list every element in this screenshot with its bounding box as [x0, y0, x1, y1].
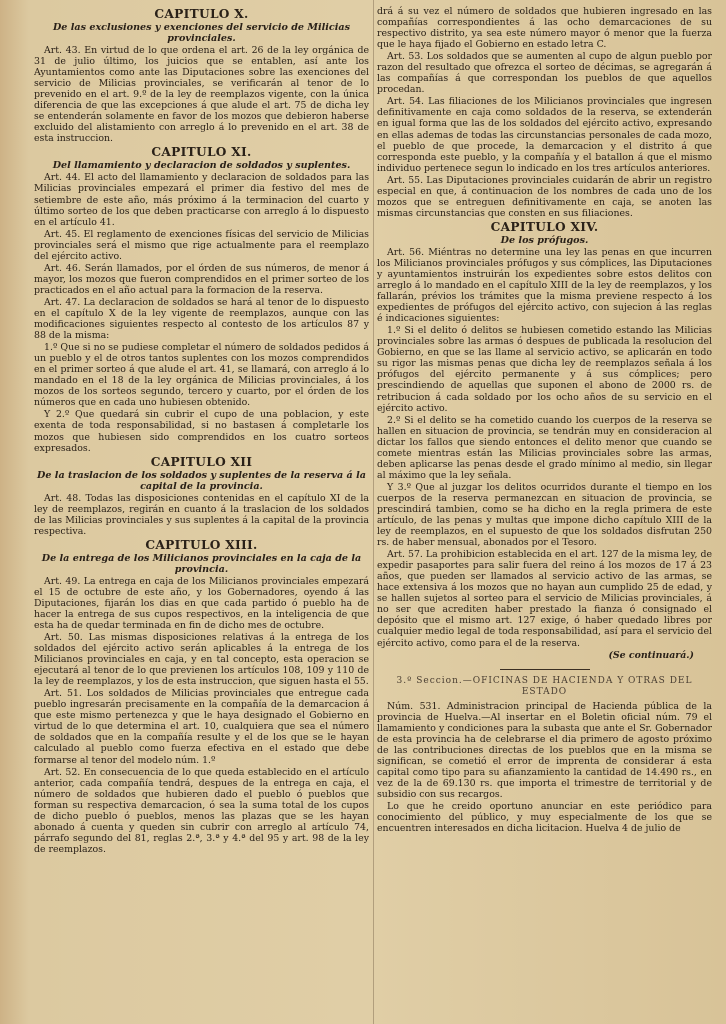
article-46: Art. 46. Serán llamados, por el órden de sus números, de menor á mayor, los mozos que fueron comprendidos en el primer sorteo de los practicados en el año actual para la formacion de la reserva.: [34, 262, 369, 296]
chapter-11-subtitle: Del llamamiento y declaracion de soldados y suplentes.: [52, 160, 351, 172]
chapter-12-subtitle: De la traslacion de los soldados y suplentes de la reserva á la capital de la provincia.: [37, 469, 366, 492]
chapter-10-title: CAPITULO X.: [154, 7, 249, 21]
column-divider: [373, 0, 374, 1024]
article-52: Art. 52. En consecuencia de lo que queda establecido en el artículo anterior, cada compañía tendrá, despues de la entrega en caja, el número de soldados que hubieren dado el pueblo ó pueblos que forman su respectiva demarcacion, ó sea la suma total de los cupos de dicho pueblo ó pueblos, menos las plazas que se les hayan abonado á cuenta y queden sin cubrir con arreglo al artículo 74, párrafo segundo del 81, reglas 2.ª, 3.ª y 4.ª del 95 y art. 98 de la ley de reemplazos.: [34, 766, 369, 855]
chapter-13-subtitle: De la entrega de los Milicianos provinciales en la caja de la provincia.: [41, 552, 362, 575]
article-56: Art. 56. Miéntras no determine una ley las penas en que incurren los Milicianos provinciales prófugos y sus cómplices, las Diputaciones y ayuntamientos instruirán los expedientes sobre estos delitos con arreglo á lo mandado en el capítulo XIII de la ley de reemplazos, y los fallarán, prévios los trámites que la misma previene respecto á los expedientes de prófugos del ejército activo, con sujecion á las reglas é indicaciones siguientes:: [377, 246, 712, 325]
article-57: Art. 57. La prohibicion establecida en el art. 127 de la misma ley, de expedir pasaportes para salir fuera del reino á los mozos de 17 á 23 años, que pueden ser llamados al servicio activo de las armas, se hace extensiva á los mozos que no hayan aun cumplido 25 de edad, y se hallen sujetos al sorteo para el servicio de Milicias provinciales, á no ser que acrediten haber prestado la fianza ó consignado el depósito que el mismo art. 127 exige, ó haber quedado libres por cualquier medio legal de toda responsabilidad, así para el servicio del ejército activo, como para el de la reserva.: [377, 549, 712, 649]
chapter-13-title: CAPITULO XIII.: [145, 537, 258, 552]
section-divider: [500, 669, 590, 670]
article-45: Art. 45. El reglamento de exenciones físicas del servicio de Milicias provinciales será el mismo que rige actualmente para el reemplazo del ejército activo.: [34, 228, 369, 262]
article-55: Art. 55. Las Diputaciones provinciales cuidarán de abrir un registro especial en que, á continuacion de los nombres de cada uno de los mozos que se entreguen definitivamente en caja, se anoten las mismas circunstancias que consten en sus filiaciones.: [377, 174, 712, 219]
right-column: [377, 6, 712, 1024]
continued-note: (Se continuará.): [608, 649, 694, 661]
article-47-rule-1: 1.º Que si no se pudiese completar el número de soldados pedidos á un pueblo y el de otros tantos suplentes con los mozos comprendidos en el primer sorteo á que alude el art. 41, se llamará, con arreglo á lo mandado en el 18 de la ley orgánica de Milicias provinciales, á los mozos de los sorteos segundo, tercero y cuarto, por el órden de los números que en cada uno hubiesen obtenido.: [34, 342, 369, 409]
article-44: Art. 44. El acto del llamamiento y declaracion de soldados para las Milicias provinciales empezará el primer dia festivo del mes de setiembre de este año, más próximo á la terminacion del cuarto y último sorteo de los que deben practicarse con arreglo á lo dispuesto en el artículo 41.: [34, 172, 369, 228]
article-52-continuation: drá á su vez el número de soldados que hubieren ingresado en las compañías correspondientes á las ocho demarcaciones de su respectivo distrito, ya sea este número mayor ó menor que la fuerza que le haya fijado el Gobierno en estado letra C.: [377, 6, 712, 51]
notice-531-closing: Lo que he creido oportuno anunciar en este periódico para conocimiento del público, y muy especialmente de los que se encuentren interesados en dicha licitacion. Huelva 4 de julio de: [377, 801, 712, 835]
article-47: Art. 47. La declaracion de soldados se hará al tenor de lo dispuesto en el capítulo X de la ley vigente de reemplazos, aunque con las modificaciones siguientes respecto al contesto de los artículos 87 y 88 de la misma:: [34, 296, 369, 342]
article-48: Art. 48. Todas las disposiciones contenidas en el capítulo XI de la ley de reemplazos, regirán en cuanto á la traslacion de los soldados de las Milicias provinciales y sus suplentes á la capital de la provincia respectiva.: [34, 492, 369, 537]
chapter-11-title: CAPITULO XI.: [151, 145, 252, 160]
article-53: Art. 53. Los soldados que se aumenten al cupo de algun pueblo por razon del resultado que ofrezca el sorteo de décimas, se agregarán á las compañías á que correspondan los pueblos de que aquellos procedan.: [377, 51, 712, 96]
article-51: Art. 51. Los soldados de Milicias provinciales que entregue cada pueblo ingresarán precisamente en la compañía de la demarcacion á que este mismo pertenezca y que le haya designado el Gobierno en virtud de lo que determina el art. 10, cualquiera que sea el número de soldados que en la compañía resulte y el de los que se le hayan calculado al pueblo como fuerza efectiva en el estado que debe formarse al tenor del modelo núm. 1.º: [34, 688, 369, 766]
chapter-12-title: CAPITULO XII: [150, 454, 253, 469]
article-56-rule-2: 2.º Si el delito se ha cometido cuando los cuerpos de la reserva se hallen en situacion de provincia, se tendrán muy en consideracion al dictar los fallos que siendo entonces el delito menor que cuando se comete mientras están las Milicias provinciales sobre las armas, deben aplicarse las penas desde el grado mínimo al medio, sin llegar al máximo que la ley señala.: [377, 414, 712, 481]
article-50: Art. 50. Las mismas disposiciones relativas á la entrega de los soldados del ejército activo serán aplicables á la entrega de los Milicianos provinciales en caja, y en tal concepto, esta operacion se ejecutará al tenor de lo que previenen los artículos 108, 109 y 110 de la ley de reemplazos, y los de esta instruccion, que siguen hasta el 55.: [34, 632, 369, 688]
article-49: Art. 49. La entrega en caja de los Milicianos provinciales empezará el 15 de octubre de este año, y los Gobernadores, oyendo á las Diputaciones, fijarán los dias en que cada partido ó pueblo ha de hacer la entrega de sus cupos respectivos, en la inteligencia de que esta ha de quedar terminada en fin de dicho mes de octubre.: [34, 575, 369, 631]
chapter-14-title: CAPITULO XIV.: [490, 219, 599, 234]
chapter-14-subtitle: De los prófugos.: [500, 234, 589, 246]
notice-531: Núm. 531. Administracion principal de Hacienda pública de la provincia de Huelva.—Al insertar en el Boletin oficial núm. 79 el llamamiento y condiciones para la subasta que ante el Sr. Gobernador de esta provincia ha de celebrarse el dia primero de agosto próximo de las contribuciones directas de los pueblos que en la misma se significan, se cometió el error de imprenta de considerar á esta capital como tipo para su afianzamiento la cantidad de 14.490 rs., en vez de la de 69.130 rs. que importa el trimestre de territorial y de subsidio con sus recargos.: [377, 700, 712, 800]
article-56-rule-3: Y 3.º Que al juzgar los delitos ocurridos durante el tiempo en los cuerpos de la reserva permanezcan en situacion de provincia, se prescindirá tambien, como se ha dicho en la regla primera de este artículo, de las penas y multas que impone dicho capítulo XIII de la ley de reemplazos, en el supuesto de que los soldados disfrutan 250 rs. de haber mensual, abonados por el Tesoro.: [377, 481, 712, 549]
article-43: Art. 43. En virtud de lo que ordena el art. 26 de la ley orgánica de 31 de julio último, los juicios que se entablen, así ante los Ayuntamientos como ante las Diputaciones sobre las exenciones del servicio de Milicias provinciales, se verificarán al tenor de lo prevenido en el art. 9.º de la ley de reemplazos vigente, con la única diferencia de que las excepciones á que alude el art. 75 de dicha ley se entenderán solamente en favor de los mozos que debieron haberse excluido del alistamiento con arreglo á lo prevenido en el art. 38 de esta instruccion.: [34, 45, 369, 145]
article-47-rule-2: Y 2.º Que quedará sin cubrir el cupo de una poblacion, y este exenta de toda responsabilidad, si no bastasen á completarle los mozos que hubiesen sido comprendidos en los cuatro sorteos expresados.: [34, 409, 369, 454]
article-56-rule-1: 1.º Si el delito ó delitos se hubiesen cometido estando las Milicias provinciales sobre las armas ó despues de publicada la resolucion del Gobierno, en que se las llame al servicio activo, se aplicarán en todo su rigor las mismas penas que dicha ley de reemplazos señala á los prófugos del ejército permanente y á sus cómplices; pero prescindiendo de aquellas que suponen el abono de 2000 rs. de retribucion á cada soldado por los ocho años de su servicio en el ejército activo.: [377, 325, 712, 414]
section-3-heading: 3.º Seccion.—OFICINAS DE HACIENDA Y OTRAS DEL ESTADO: [396, 675, 693, 697]
article-54: Art. 54. Las filiaciones de los Milicianos provinciales que ingresen definitivamente en caja como soldados de la reserva, se extenderán en igual forma que las de los soldados del ejército activo, expresando en ellas ademas de todas las circunstancias personales de cada mozo, el pueblo de que procede, la demarcacion y el distrito á que corresponda este pueblo, y la compañía y el batallon á que el mismo individuo pertenece segun lo indicado en los tres artículos anteriores.: [377, 96, 712, 174]
chapter-10-subtitle: De las exclusiones y exenciones del servicio de Milicias provinciales.: [52, 22, 351, 44]
left-column: [34, 6, 369, 1024]
